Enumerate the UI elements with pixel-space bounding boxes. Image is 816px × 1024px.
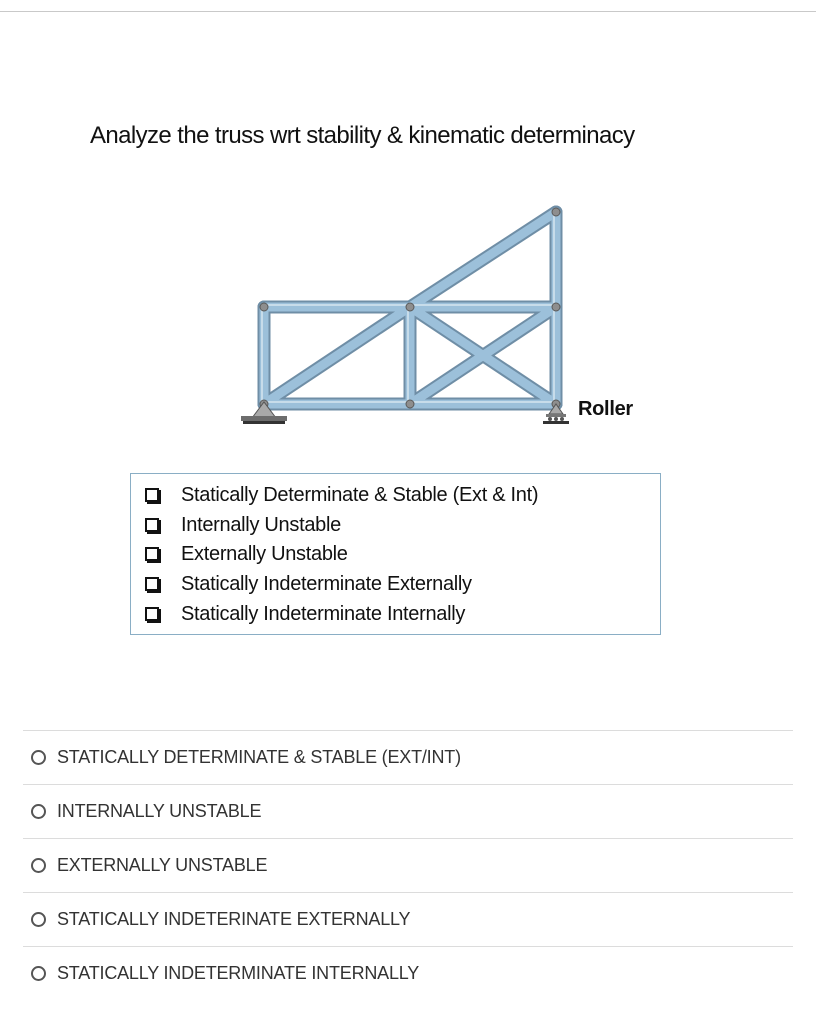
checkbox-icon — [145, 488, 159, 502]
radio-button-icon[interactable] — [31, 804, 46, 819]
embedded-option: Externally Unstable — [145, 539, 348, 569]
answer-option-indeterminate-internally[interactable]: STATICALLY INDETERMINATE INTERNALLY — [23, 946, 793, 1000]
answer-option-determinate-stable[interactable]: STATICALLY DETERMINATE & STABLE (EXT/INT) — [23, 730, 793, 784]
roller-label: Roller — [578, 398, 633, 420]
checkbox-icon — [145, 547, 159, 561]
embedded-option: Statically Indeterminate Externally — [145, 569, 472, 599]
answer-option-internally-unstable[interactable]: INTERNALLY UNSTABLE — [23, 784, 793, 838]
top-divider — [0, 11, 816, 12]
embedded-options-box — [130, 473, 661, 635]
radio-button-icon[interactable] — [31, 858, 46, 873]
embedded-option: Statically Indeterminate Internally — [145, 599, 465, 629]
question-title: Analyze the truss wrt stability & kinematic determinacy — [90, 122, 635, 149]
embedded-option: Statically Determinate & Stable (Ext & Int) — [145, 480, 538, 510]
answer-option-indeterminate-externally[interactable]: STATICALLY INDETERINATE EXTERNALLY — [23, 892, 793, 946]
answer-list — [23, 730, 793, 1000]
embedded-option: Internally Unstable — [145, 510, 341, 540]
answer-option-externally-unstable[interactable]: EXTERNALLY UNSTABLE — [23, 838, 793, 892]
checkbox-icon — [145, 607, 159, 621]
radio-button-icon[interactable] — [31, 912, 46, 927]
checkbox-icon — [145, 518, 159, 532]
checkbox-icon — [145, 577, 159, 591]
radio-button-icon[interactable] — [31, 750, 46, 765]
radio-button-icon[interactable] — [31, 966, 46, 981]
